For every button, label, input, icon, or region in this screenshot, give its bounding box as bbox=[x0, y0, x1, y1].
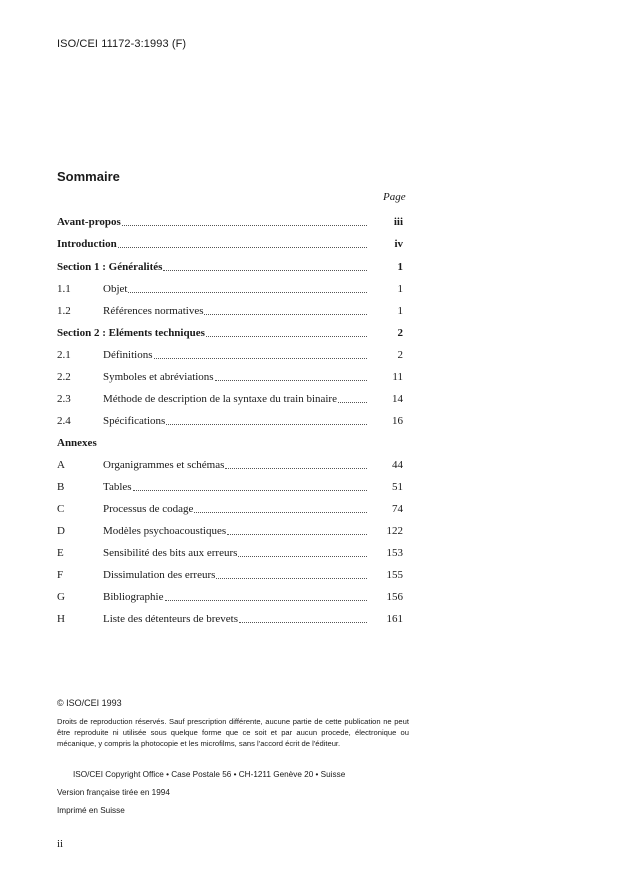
toc-entry-page: 16 bbox=[392, 415, 403, 427]
toc-entry-number: B bbox=[57, 481, 65, 493]
toc-entry-title: Introduction bbox=[57, 238, 117, 250]
toc-entry-page: 14 bbox=[392, 393, 403, 405]
toc-entry-title: Définitions bbox=[103, 349, 153, 361]
toc-entry-title: Section 1 : Généralités bbox=[57, 261, 163, 273]
toc-entry bbox=[57, 258, 403, 274]
edition-note: Version française tirée en 1994 bbox=[57, 788, 170, 797]
toc-entry-page: 44 bbox=[392, 459, 403, 471]
toc-entry-page: 2 bbox=[397, 349, 403, 361]
toc-entry-page: 1 bbox=[397, 261, 403, 273]
toc-dot-leader bbox=[238, 556, 367, 557]
toc-entry bbox=[57, 522, 403, 538]
toc-entry-title: Méthode de description de la syntaxe du train binaire bbox=[103, 393, 337, 405]
toc-dot-leader bbox=[194, 512, 367, 513]
toc-entry-title: Organigrammes et schémas bbox=[103, 459, 225, 471]
toc-entry-title: Annexes bbox=[57, 437, 97, 449]
toc-dot-leader bbox=[225, 468, 367, 469]
toc-entry bbox=[57, 610, 403, 626]
toc-entry-page: 155 bbox=[386, 569, 403, 581]
toc-entry-page: 1 bbox=[397, 305, 403, 317]
toc-entry-page: 122 bbox=[386, 525, 403, 537]
toc-entry-number: 2.3 bbox=[57, 393, 71, 405]
toc-entry bbox=[57, 412, 403, 428]
toc-entry-page: iv bbox=[394, 238, 403, 250]
toc-dot-leader bbox=[118, 247, 367, 248]
toc-dot-leader bbox=[133, 490, 367, 491]
toc-entry-page: 11 bbox=[392, 371, 403, 383]
toc-entry-number: F bbox=[57, 569, 64, 581]
toc-entry-title: Références normatives bbox=[103, 305, 204, 317]
toc-title: Sommaire bbox=[57, 169, 120, 184]
toc-dot-leader bbox=[165, 600, 368, 601]
toc-entry-number: 2.4 bbox=[57, 415, 71, 427]
toc-entry-page: 1 bbox=[397, 283, 403, 295]
toc-dot-leader bbox=[216, 578, 367, 579]
toc-dot-leader bbox=[163, 270, 367, 271]
toc-entry bbox=[57, 324, 403, 340]
toc-entry-title: Processus de codage bbox=[103, 503, 194, 515]
copyright-line: © ISO/CEI 1993 bbox=[57, 698, 122, 708]
toc-entry-title: Liste des détenteurs de brevets bbox=[103, 613, 239, 625]
toc-dot-leader bbox=[122, 225, 367, 226]
toc-entry-number: A bbox=[57, 459, 65, 471]
toc-dot-leader bbox=[338, 402, 367, 403]
toc-entry-page: 74 bbox=[392, 503, 403, 515]
toc-dot-leader bbox=[204, 314, 367, 315]
toc-entry bbox=[57, 280, 403, 296]
toc-entry bbox=[57, 235, 403, 251]
toc-dot-leader bbox=[128, 292, 367, 293]
toc-entry-title: Spécifications bbox=[103, 415, 166, 427]
toc-entry bbox=[57, 434, 403, 450]
toc-entry-title: Bibliographie bbox=[103, 591, 164, 603]
toc-entry-title: Modèles psychoacoustiques bbox=[103, 525, 227, 537]
toc-entry bbox=[57, 302, 403, 318]
toc-entry-number: 1.2 bbox=[57, 305, 71, 317]
toc-dot-leader bbox=[215, 380, 367, 381]
toc-entry-page: 51 bbox=[392, 481, 403, 493]
toc-entry-number: C bbox=[57, 503, 65, 515]
toc-entry bbox=[57, 390, 403, 406]
toc-entry bbox=[57, 368, 403, 384]
toc-entry-title: Sensibilité des bits aux erreurs bbox=[103, 547, 238, 559]
toc-entry-title: Objet bbox=[103, 283, 128, 295]
toc-entry bbox=[57, 588, 403, 604]
copyright-office-address: ISO/CEI Copyright Office • Case Postale 56 • CH-1211 Genève 20 • Suisse bbox=[73, 770, 346, 779]
toc-entry bbox=[57, 566, 403, 582]
rights-notice: Droits de reproduction réservés. Sauf prescription différente, aucune partie de cette publication ne peut être reproduite ni utilisée sous quelque forme que ce soit et par aucun procede, électronique ou mécanique, y compris la photocopie et les microfilms, sans l'accord écrit de l'éditeur. bbox=[57, 717, 409, 748]
page-column-header: Page bbox=[383, 191, 406, 203]
toc-entry-number: 1.1 bbox=[57, 283, 71, 295]
toc-dot-leader bbox=[239, 622, 367, 623]
toc-dot-leader bbox=[166, 424, 367, 425]
toc-dot-leader bbox=[227, 534, 367, 535]
printed-in-note: Imprimé en Suisse bbox=[57, 806, 125, 815]
toc-entry-page: 2 bbox=[397, 327, 403, 339]
toc-entry-number: H bbox=[57, 613, 65, 625]
toc-entry-number: E bbox=[57, 547, 64, 559]
page-number: ii bbox=[57, 838, 64, 850]
toc-entry-number: D bbox=[57, 525, 65, 537]
toc-entry bbox=[57, 478, 403, 494]
toc-entry bbox=[57, 213, 403, 229]
toc-dot-leader bbox=[206, 336, 367, 337]
toc-entry bbox=[57, 544, 403, 560]
toc-entry-title: Symboles et abréviations bbox=[103, 371, 214, 383]
toc-entry-page: iii bbox=[393, 216, 403, 228]
toc-entry bbox=[57, 500, 403, 516]
toc-entry-number: 2.2 bbox=[57, 371, 71, 383]
toc-entry bbox=[57, 456, 403, 472]
toc-entry-page: 161 bbox=[386, 613, 403, 625]
toc-dot-leader bbox=[154, 358, 368, 359]
document-reference: ISO/CEI 11172-3:1993 (F) bbox=[57, 38, 187, 50]
toc-entry-title: Avant-propos bbox=[57, 216, 121, 228]
toc-entry-title: Dissimulation des erreurs bbox=[103, 569, 216, 581]
toc-entry-title: Section 2 : Eléments techniques bbox=[57, 327, 205, 339]
toc-entry-page: 156 bbox=[386, 591, 403, 603]
toc-entry-page: 153 bbox=[386, 547, 403, 559]
toc-entry-number: G bbox=[57, 591, 65, 603]
toc-entry-title: Tables bbox=[103, 481, 132, 493]
toc-entry bbox=[57, 346, 403, 362]
toc-entry-number: 2.1 bbox=[57, 349, 71, 361]
